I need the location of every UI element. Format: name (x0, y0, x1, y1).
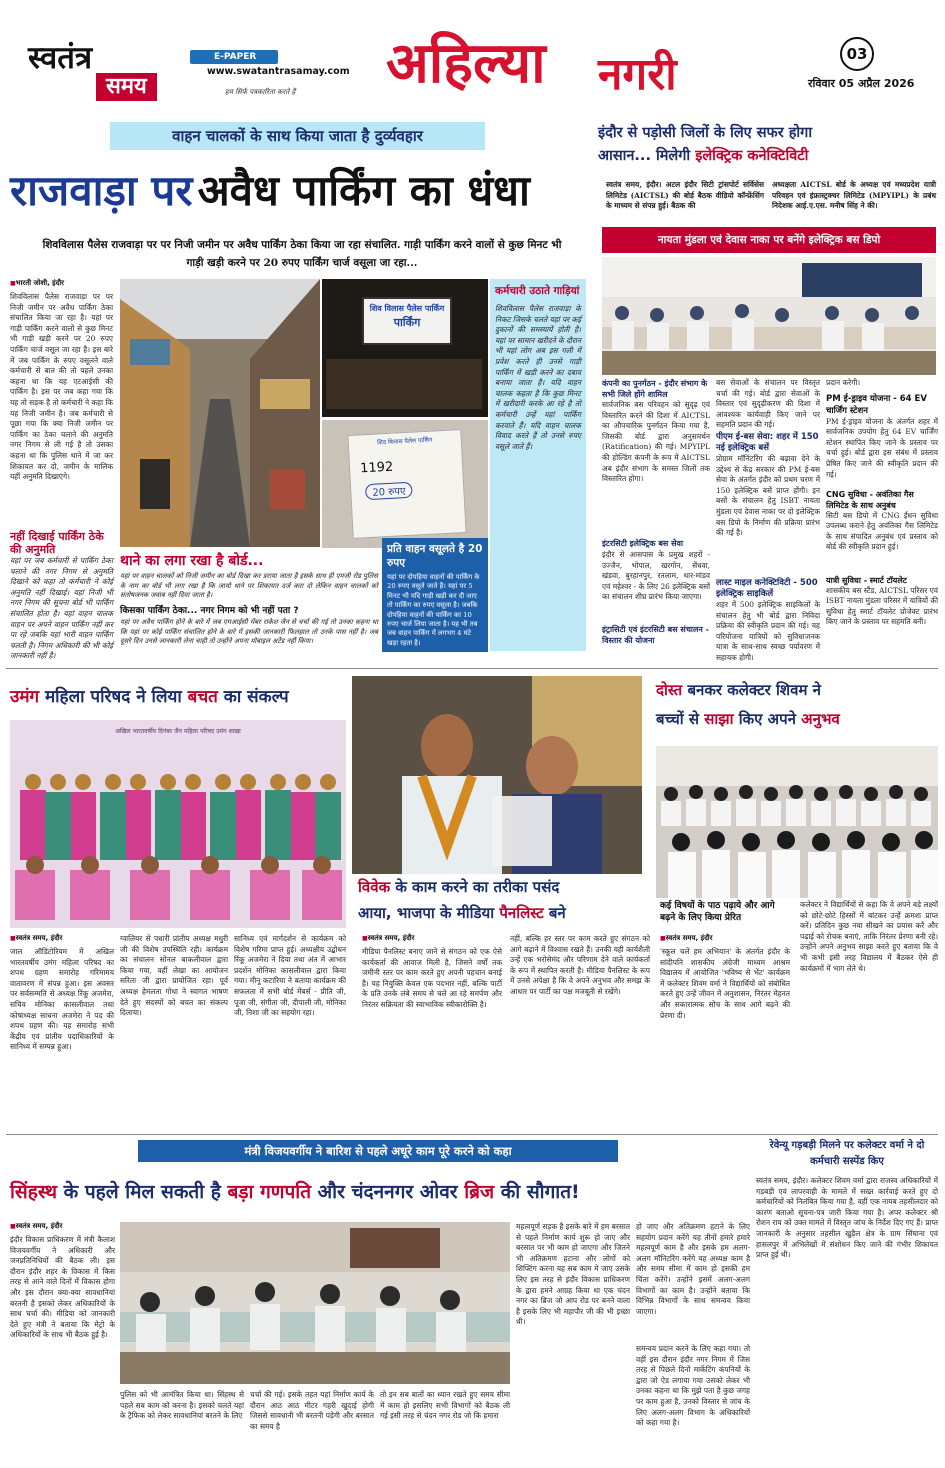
ticket-title: शिव विलास पैलेस पार्किंग (376, 436, 433, 447)
women-headline-d: का संकल्प (217, 687, 289, 707)
ev-col2 (716, 378, 820, 663)
ev-col1-sub2: इंट्रासिटी एवं इंटरसिटी बस संचालन - विस्तार की योजना (602, 625, 709, 645)
collector-byline: ■ स्वतंत्र समय, इंदौर (660, 934, 790, 943)
sign-text-2: पार्किंग (393, 316, 421, 329)
bottom-col3: महत्वपूर्ण सड़क है इसके बारे में हम बरसात से पहले निर्माण कार्य शुरू हो जाए और बरसात पर भी काम हो जाएगा और जितने भी अतिक्रमण हटाना और लोगों को शिफ्टिंग करना यह सब काम मे जाए उसके लिए इस तरह से इंदौर विकास प्राधिकरण के द्वारा हमने आग्रह किया था एक चंदन नगर का ब्रिज जो आप रोड पर बनने वाला है इसके लिए भी महापौर जी की भी इच्छा थी। (516, 1222, 630, 1327)
bottom-col5: समन्वय प्रदान करने के लिए कहा गया। तो वहीं इस दौरान इंदौर नगर निगम में जिस तरह से पिछले दिनों मार्केटिंग कंपनियों के द्वारा जो ऐड लगाया गया उसको लेकर भी उनका कहना था कि मुझे पता है कुछ जगह पर काम हुआ है, उनको विस्तार से जांच के लिए अलग-अलग विभाग के अधिकारियों को कहा गया है। (636, 1344, 750, 1428)
students-photo (656, 746, 938, 898)
collector-headline-f: अनुभव (801, 710, 840, 728)
lead-kicker: वाहन चालकों के साथ किया जाता है दुर्व्यवहार (110, 122, 485, 150)
ev-col2-sub2: लास्ट माइल कनेक्टिविटी - 500 इलेक्ट्रिक साइकिलें (716, 578, 818, 599)
vivek-headline (358, 874, 648, 932)
ev-col2-sub: पीएम ई-बस सेवा: शहर में 150 नई इलेक्ट्रिक बसें (716, 432, 819, 453)
epaper-badge: E-PAPER (190, 50, 278, 64)
women-group-photo (10, 720, 346, 928)
vivek-col1 (362, 934, 502, 1134)
parking-ticket-photo (322, 420, 488, 548)
vivek-photo (352, 676, 642, 874)
ev-col1-head: कंपनी का पुनर्गठन - इंदौर संभाग के सभी जिले होंगे शामिल (602, 379, 708, 399)
collector-headline-e: किए अपने (733, 710, 802, 728)
collector-headline-a: दोस्त (656, 681, 683, 699)
ev-col1 (602, 378, 710, 663)
ticket-amount: 20 रुपए (365, 482, 413, 500)
women-headline-c: बचत (187, 687, 218, 707)
gadbadi-text: स्वतंत्र समय, इंदौर। कलेक्टर शिवम वर्मा द्वारा राजस्व अधिकारियों में गड़बड़ी एवं लापरवाही के मामले में सख्त कार्रवाई करते हुए दो कर्मचारियों को निलंबित किया गया है, वहीं एक नायब तहसीलदार को कारण बताओ सूचना-पत्र जारी किया गया है। अपर कलेक्टर श्री रोशन राय को उक्त मामले में विस्तृत जांच के निर्देश दिए गए हैं। प्राप्त जानकारी के अनुसार तहसील खुड़ैल क्षेत्र के ग्राम सिंघाना एवं हासलपुर में अभिलेखों में संशोधन किए जाने की गंभीर शिकायत प्राप्त हुई थी। (756, 1176, 938, 1260)
lead-headline-2: अवैध पार्किंग का धंधा (197, 166, 530, 215)
vivek-headline-d: पैनलिस्ट (499, 904, 544, 922)
bottom-col2a: पुलिस को भी आमंत्रित किया था। सिंहस्थ से पहले सब काम को करना है। इसको चलते यहां के ट्रैफिक को लेकर सावधानियां बरतने के लिए (120, 1390, 244, 1421)
ev-col3-sub: PM ई-ड्राइव योजना - 64 EV चार्जिंग स्टेशन (826, 393, 927, 416)
collector-headline (656, 676, 938, 742)
women-headline (10, 676, 355, 718)
bottom-col2b: चर्चा की गई। इसके तहत यहां निर्माण कार्य के दौरान आठ आठ मीटर गहरी खुदाई होगी जिससे सावधानी भी बरतनी पड़ेगी और बरसात का समय है (250, 1390, 374, 1431)
parking-sign-photo (322, 279, 488, 417)
bottom-headline-f: की सौगात! (494, 1181, 580, 1203)
women-col2: ग्वालियर से पधारी प्रांतीय अध्यक्ष मधुरी जी की विशेष उपस्थिति रही। कार्यक्रम का संचालन सोनल बाकलीवाल द्वारा किया गया, वहीं लेखा का आयोजन सरिता जी द्वारा प्रायोजित रहा। पूर्व अध्यक्ष हेमलता गोधा ने स्वागत भाषण देते हुए सदस्यों को बचत का संकल्प दिलाया। (120, 934, 228, 1018)
lead-sidebar-box (490, 279, 586, 651)
ev-col1-text: सार्वजनिक बस परिवहन को सुदृढ़ एवं विस्तारित करने की दिशा में AICTSL का औपचारिक पुनर्गठन किया गया है, जिसकी बोर्ड द्वारा अनुसमर्थन (Ratification) की गई। MPYIPL की होल्डिंग कंपनी के रूप में AICTSL अब इंदौर संभाग के समस्त जिलों तक विस्तारित होगा। (602, 400, 710, 484)
photo-caption-text: यहां पर वाहन चालकों को निजी जमीन का बोर्ड दिखा कर डराया जाता है इसके साथ ही एमजी रोड पुलिस के नाम का बोर्ड भी लगा रखा है कि जायो थाने पर शिकायत दर्ज करा दो लेकिन वाहन चालकों को संतोषजनक जवाब नहीं दिया जाता है। (120, 572, 378, 600)
ev-headline-1: इंदौर से पड़ोसी जिलों के लिए सफर होगा (598, 125, 813, 141)
street-photo (120, 279, 320, 547)
lead-sub2-text: यहां पर अवैध पार्किंग होने के बारे में जब एमआईसी मेंबर राकेश जैन से चर्चा की गई तो उनका कहना था कि यहां पर कोई पार्किंग संचालित होने के बारे में इसकी जानकारी फिलहाल तो उनके पास नहीं है। जब दूसरे दिन उनसे जानकारी लेना चाही तो उन्होंने अपना मोबाइल अटेंड नहीं किया। (120, 618, 378, 646)
ev-col3-text: PM ई-ड्राइव योजना के अंतर्गत शहर में सार्वजनिक उपयोग हेतु 64 EV चार्जिंग स्टेशन स्थापित किए जाने के प्रस्ताव पर चर्चा हुई। बोर्ड द्वारा इस संबंध में प्रस्ताव प्रेषित किए जाने की स्वीकृति प्रदान की गई। (826, 416, 938, 479)
ev-col3-sub3: यात्री सुविधा - स्मार्ट टॉयलेट (826, 575, 907, 585)
section-title (386, 28, 766, 118)
parking-sign-board (362, 297, 452, 345)
bottom-headline-d: और चंदननगर ओवर (311, 1181, 465, 1203)
collector-sub: कई विषयों के पाठ पढ़ाये और आगे बढ़ने के लिए किया प्रेरित (660, 901, 775, 923)
lead-box-title: कर्मचारी उठाते गाड़ियां (495, 285, 580, 297)
ev-headline-2b: इलेक्ट्रिक कनेक्टिविटी (695, 148, 809, 164)
ev-col2b-text: शहर में 500 इलेक्ट्रिक साइकिलों के संचालन हेतु भी बोर्ड द्वारा निविदा प्रक्रिया की स्वीकृति प्रदान की गई। यह परियोजना यात्रियों को सुविधाजनक यात्रा के साथ-साथ स्वच्छ पर्यावरण में सहायक होगी। (716, 600, 820, 662)
lead-col1 (10, 279, 113, 661)
bottom-col1 (10, 1222, 115, 1464)
bottom-headline-b: के पहले मिल सकती है (57, 1181, 228, 1203)
ev-col1-sub: इंटरसिटी इलेक्ट्रिक बस सेवा (602, 539, 684, 548)
collector-headline-b: बनकर कलेक्टर शिवम ने (682, 681, 821, 699)
collector-col1-text: 'स्कूल चलें हम अभियान' के अंतर्गत इंदौर के सांदीपनि शासकीय अंग्रेजी माध्यम आश्रम विद्यालय में आयोजित 'भविष्य से भेंट' कार्यक्रम में कलेक्टर शिवम वर्मा ने विद्यार्थियों को संबोधित करते हुए उन्हें जीवन में अनुशासन, निरंतर मेहनत और सकारात्मक सोच के साथ आगे बढ़ने की प्रेरणा दी। (660, 947, 790, 1020)
ticket-number: 1192 (359, 459, 394, 477)
lead-photo-caption (120, 550, 378, 650)
ev-col3c-text: शासकीय बस स्टैंड, AICTSL परिसर एवं ISBT नायता मुंडला परिसर में यात्रियों की सुविधा हेतु स्मार्ट टॉयलेट प्रोजेक्ट प्रारंभ किए जाने के प्रस्ताव पर सहमति बनी। (826, 585, 938, 627)
ticket (347, 429, 466, 539)
ev-col1b-text: इंदौर से आसपास के प्रमुख शहरों - उज्जैन, भोपाल, खरगोन, सेंधवा, खंडवा, बुरहानपुर, रतलाम, धार-मांडव एवं महेश्वर - के लिए 26 इलेक्ट्रिक बसों का संचालन शीघ्र प्रारंभ किया जाएगा। (602, 550, 710, 602)
lead-byline: ■ भारती जोशी, इंदौर (10, 279, 113, 288)
logo-top: स्वतंत्र (28, 40, 93, 76)
lead-deck: शिवविलास पैलेस राजवाड़ा पर पर निजी जमीन पर अवैध पार्किंग ठेका किया जा रहा संचालित. गाड़ी पार्किंग करने वालों से कुछ मिनट भी गाड़ी खड़ी करने पर 20 रुपए पार्किंग चार्ज वसूला जा रहा... (42, 239, 562, 269)
issue-date: रविवार 05 अप्रैल 2026 (808, 77, 915, 90)
website-link[interactable]: www.swatantrasamay.com (207, 66, 350, 77)
bottom-col4: हो जाए और अतिक्रमण हटाने के लिए सहयोग प्रदान करेंगे यह तीनों हमारे हमारे महत्वपूर्ण काम है और इसके हम अलग-अलग मॉनिटरिंग करेंगे यह अध्यक्ष काम है और समय सीमा में काम हो इसकी हम चिंता करेंगे। उन्होंने इसमें अलग-अलग विभागों का काम है। उन्होंने बताया कि विभिन्न विभागों के साथ समन्वय किया जाएगा। (636, 1222, 750, 1316)
lead-pull-box (382, 538, 488, 652)
lead-sub1: नहीं दिखाई पार्किंग ठेके की अनुमति (10, 530, 104, 556)
vivek-headline-b: के काम करने का तरीका पसंद (390, 878, 560, 896)
bottom-headline-e: ब्रिज (464, 1181, 495, 1203)
sign-text-1: शिव विलास पैलेस पार्किंग (369, 304, 445, 313)
ev-col2-top: बस सेवाओं के संचालन पर विस्तृत चर्चा की गई। बोर्ड द्वारा सेवाओं के विस्तार एवं सुदृढ़ीकरण की दिशा में आवश्यक कार्यवाही किए जाने पर सहमति प्रदान की गई। (716, 378, 820, 430)
ev-col3 (826, 378, 938, 663)
ev-intro-right: अध्यक्षता AICTSL बोर्ड के अध्यक्ष एवं मध्यप्रदेश यात्री परिवहन एवं इंफ्रास्ट्रक्चर लिमिटेड (MPYIPL) के प्रबंध निदेशक आई.ए.एस. मनीष सिंह ने की। (772, 180, 936, 211)
gadbadi-headline: रेवेन्यू गड़बड़ी मिलने पर कलेक्टर वर्मा ने दो कर्मचारी सस्पेंड किए (769, 1140, 925, 1167)
lead-box-text: शिवविलास पैलेस राजवाड़ा के निकट जिसके चलते यहां पर कई दुकानों की समस्यायें होती है। यहां पर सामान खरीदने के दौरान भी यहां लोग अब इस गली में प्रवेश करते ही उनसे गाड़ी पार्किंग में खड़ी करने का दबाव बनाया जाता है। यदि वाहन चालक कहता है कि कुछ मिनट में खरीदारी करके आ रहे है तो कर्मचारी उन्हें यहां पार्किंग करवाते हैं। यदि वाहन चालक विवाद करते हैं तो उनसे रुपए वसूले जाते हैं। (495, 304, 582, 451)
women-banner-text: अखिल भारतवर्षीय दिगंबर जैन महिला परिषद उमंग शाखा (115, 728, 241, 735)
pull-text: यहां पर दोपहिया वाहनों की पार्किंग के 20 रुपए वसूले जाते है। यहां पर 5 मिनट भी यदि गाड़ी खड़ी कर दी जाए तो पार्किंग का रुपए वसूला है। जबकि दोपहिया वाहनों की पार्किंग का 10 रुपए चार्ज लिया जाता है। यह भी तब जब वाहन पार्किंग में लगभग 4 घंटे खड़ा रहता है। (387, 573, 480, 647)
collector-headline-d: साझा (704, 710, 734, 728)
collector-col1 (660, 934, 790, 1134)
lead-col1-text: शिवविलास पैलेस राजवाड़ा पर पर निजी जमीन पर अवैध पार्किंग ठेका संचालित किया जा रहा है। यहां पर गाड़ी पार्किंग करने वालों से कुछ मिनट भी गाड़ी खड़ी करने पर 20 रुपए पार्किंग चार्ज वसूल जा रहा है। इस बारे में जब पार्किंग के रुपए वसूलने वाले कर्मचारी से बात की तो पहले उनका कहना था कि यह एटआईसी की पार्किंग है। इस पर जब कहा गया कि यह तो सड़क है तो कर्मचारी ने कहा कि यह निजी जमीन है। जब कर्मचारी से पूछा गया कि क्या निजी जमीन पर पार्किंग का ठेका चलाने की अनुमति नगर निगम से ली गई है तो उसका कहना था कि पुलिस थाने में जा कर शिकायत कर दो, जमीन के मालिक यहीं अनुमति दिखाएंगे। (10, 292, 113, 482)
lead-headline (10, 156, 590, 226)
ev-col3b-text: सिटी बस डिपो में CNG ईंधन सुविधा उपलब्ध कराने हेतु अवंतिका गैस लिमिटेड के साथ संपादित अनुबंध एवं प्रस्ताव को बोर्ड की स्वीकृति प्रदान हुई। (826, 510, 938, 552)
women-col3: सानिध्य एवं मार्गदर्शन से कार्यक्रम को विशेष गरिमा प्राप्त हुई। अध्यक्षीय उद्बोधन रिंकू अजमेरा ने दिया तथा अंत में आभार प्रदर्शन मोनिका कासलीवाल द्वारा किया गया। मीनू कटारिया ने बताया कार्यक्रम की सफलता में सभी बोर्ड मेंबर्स - प्रीति जी, पूजा जी, संगीता जी, दीपाली जी, मोनिका जी, निशा जी का सहयोग रहा। (234, 934, 346, 1018)
vivek-byline: ■ स्वतंत्र समय, इंदौर (362, 934, 502, 943)
tagline: हम सिर्फ पत्रकारिता करते हैं (225, 88, 296, 96)
meeting-photo (602, 257, 936, 375)
photo-caption-title: थाने का लगा रखा है बोर्ड... (120, 553, 264, 569)
bottom-col2c: तो इन सब बातों का ध्यान रखते हुए समय सीमा में काम हो इसलिए सभी विभागों को बैठक ली गई इसी तरह से चंदन नगर रोड जो कि हमारा (380, 1390, 510, 1421)
bottom-kicker: मंत्री विजयवर्गीय ने बारिश से पहले अधूरे काम पूरे करने को कहा (138, 1140, 618, 1162)
logo (28, 40, 178, 110)
vivek-col1-text: मीडिया पैनलिस्ट बनाए जाने से संगठन को एक ऐसे कार्यकर्ता की आवाज मिली है, जिसने वर्षों तक जमीनी स्तर पर काम करते हुए अपनी पहचान बनाई है। यह नियुक्ति केवल एक पदभार नहीं, बल्कि पार्टी के प्रति उनके लंबे समय से चले आ रहे समर्पण और निरंतर सक्रियता की स्वाभाविक स्वीकारोक्ति है। (362, 947, 502, 1009)
meeting-photo-2 (120, 1222, 510, 1384)
women-headline-a: उमंग (10, 687, 40, 707)
ev-col2-text: प्रोग्राम मॉनिटरिंग की बढ़ावा देने के उद्देश्य से केंद्र सरकार की PM ई-बस सेवा के अंतर्गत इंदौर को प्रथम चरण में 150 इलेक्ट्रिक बसें प्राप्त होंगी। इन बसों के संचालन हेतु ISBT नायता मुंडला एवं देवास नाका पर दो इलेक्ट्रिक बस डिपो के निर्माण की प्रक्रिया प्रारंभ की गई है। (716, 454, 820, 538)
lead-sub2: किसका पार्किंग ठेका... नगर निगम को भी नहीं पता ? (120, 606, 299, 616)
ev-intro-left: स्वतंत्र समय, इंदौर। अटल इंदौर सिटी ट्रांसपोर्ट सर्विसेस लिमिटेड (AICTSL) की बोर्ड बैठक वीडियो कॉन्फ्रेंसिंग के माध्यम से संपन्न हुई। बैठक की (606, 180, 764, 211)
women-col1-text: जाल ऑडिटोरियम में अखिल भारतवर्षीय उमंग महिला परिषद का शपथ ग्रहण समारोह गरिमामय वातावरण में संपन्न हुआ। इस अवसर पर सर्वसम्मति से अध्यक्ष रिंकू अजमेरा, सचिव मोनिका कासलीवाल तथा कोषाध्यक्ष साधना अजमेरा ने पद की शपथ ग्रहण की। यह समारोह सभी केंद्रीय एवं प्रांतीय पदाधिकारियों के सानिध्य में सम्पन्न हुआ। (10, 947, 114, 1052)
lead-headline-1: राजवाड़ा पर (10, 166, 193, 215)
bottom-headline-a: सिंहस्थ (10, 1181, 58, 1203)
pull-title: प्रति वाहन वसूलते है 20 रुपए (387, 543, 483, 569)
ev-headline-2a: आसान... मिलेगी (598, 148, 696, 164)
bottom-col1-text: इंदौर विकास प्राधिकरण में मंत्री कैलाश विजयवर्गीय ने अधिकारी और जनप्रतिनिधियों की बैठक ली। इस दौरान इंदौर शहर के विकास में किस तरह से आने वाले दिनों में विकास होगा और इस दौरान क्या-क्या सावधानियां बरतनी है इसको लेकर अधिकारियों के साथ चर्चा की। मीडिया को जानकारी देते हुए मंत्री ने बताया कि मेट्रो के अधिकारियों के साथ भी बैठक हुई है। (10, 1235, 115, 1340)
ev-col3-sub2: CNG सुविधा - अवंतिका गैस लिमिटेड के साथ अनुबंध (826, 489, 914, 510)
bottom-headline-c: बड़ा गणपति (227, 1181, 312, 1203)
ev-banner: नायता मुंडला एवं देवास नाका पर बनेंगे इलेक्ट्रिक बस डिपो (602, 227, 936, 253)
vivek-headline-c: आया, भाजपा के मीडिया (358, 904, 500, 922)
section-title-b: नगरी (598, 49, 677, 100)
vivek-headline-a: विवेक (358, 878, 391, 896)
women-byline: ■ स्वतंत्र समय, इंदौर (10, 934, 114, 943)
vivek-headline-e: बने (543, 904, 566, 922)
vivek-col2: नहीं, बल्कि हर स्तर पर काम करते हुए संगठन को आगे बढ़ाने में विश्वास रखते हैं। उनकी यही कार्यशैली उन्हें एक भरोसेमंद और परिणाम देने वाले कार्यकर्ता के रूप में स्थापित करती है। मीडिया पैनलिस्ट के रूप में उनसे अपेक्षा है कि वे अपने अनुभव और समझ के आधार पर पार्टी का पक्ष मजबूती से रखेंगे। (510, 934, 650, 996)
women-headline-b: महिला परिषद ने लिया (39, 687, 188, 707)
masthead (0, 0, 945, 118)
collector-headline-c: बच्चों से (656, 710, 705, 728)
ev-headline (598, 122, 938, 174)
logo-bottom: समय (96, 73, 157, 101)
collector-col2: कलेक्टर ने विद्यार्थियों से कहा कि वे अपने बड़े लक्ष्यों को छोटे-छोटे हिस्सों में बांटकर उन्हें क्रमशः प्राप्त करें। प्रतिदिन कुछ नया सीखने का प्रयास करें और पढ़ाई को रोचक बनाएं, ताकि निरंतर प्रेरणा बनी रहे। उन्होंने अपने अनुभव साझा करते हुए बताया कि वे भी कभी इसी तरह विद्यालय में बैठकर ऐसे ही कार्यक्रमों में भाग लेते थे। (800, 900, 938, 973)
women-col1 (10, 934, 114, 1134)
bottom-byline: ■ स्वतंत्र समय, इंदौर (10, 1222, 115, 1231)
page-number: 03 (840, 37, 874, 71)
lead-col1b-text: यहां पर जब कर्मचारी से पार्किंग ठेका चलाने की नगर निगम से अनुमति दिखाने को कहा तो कर्मचारी ने कोई अनुमति नहीं दिखाई। यहां निजी भी नगर निगम की सूचना बोर्ड भी पार्किंग संचालित होता है। यहां वाहन चालक वाहन पर अपने वाहन पार्किंग नहीं कर पा रहे जबकि यहां भारी वाहन पार्किंग चलती है। निगम अधिकारी की भी कोई जानकारी नहीं है। (10, 556, 113, 661)
ev-col3-top: प्रदान करेगी। (826, 378, 861, 387)
section-title-a: अहिल्या (386, 31, 546, 96)
bottom-headline (10, 1168, 752, 1216)
